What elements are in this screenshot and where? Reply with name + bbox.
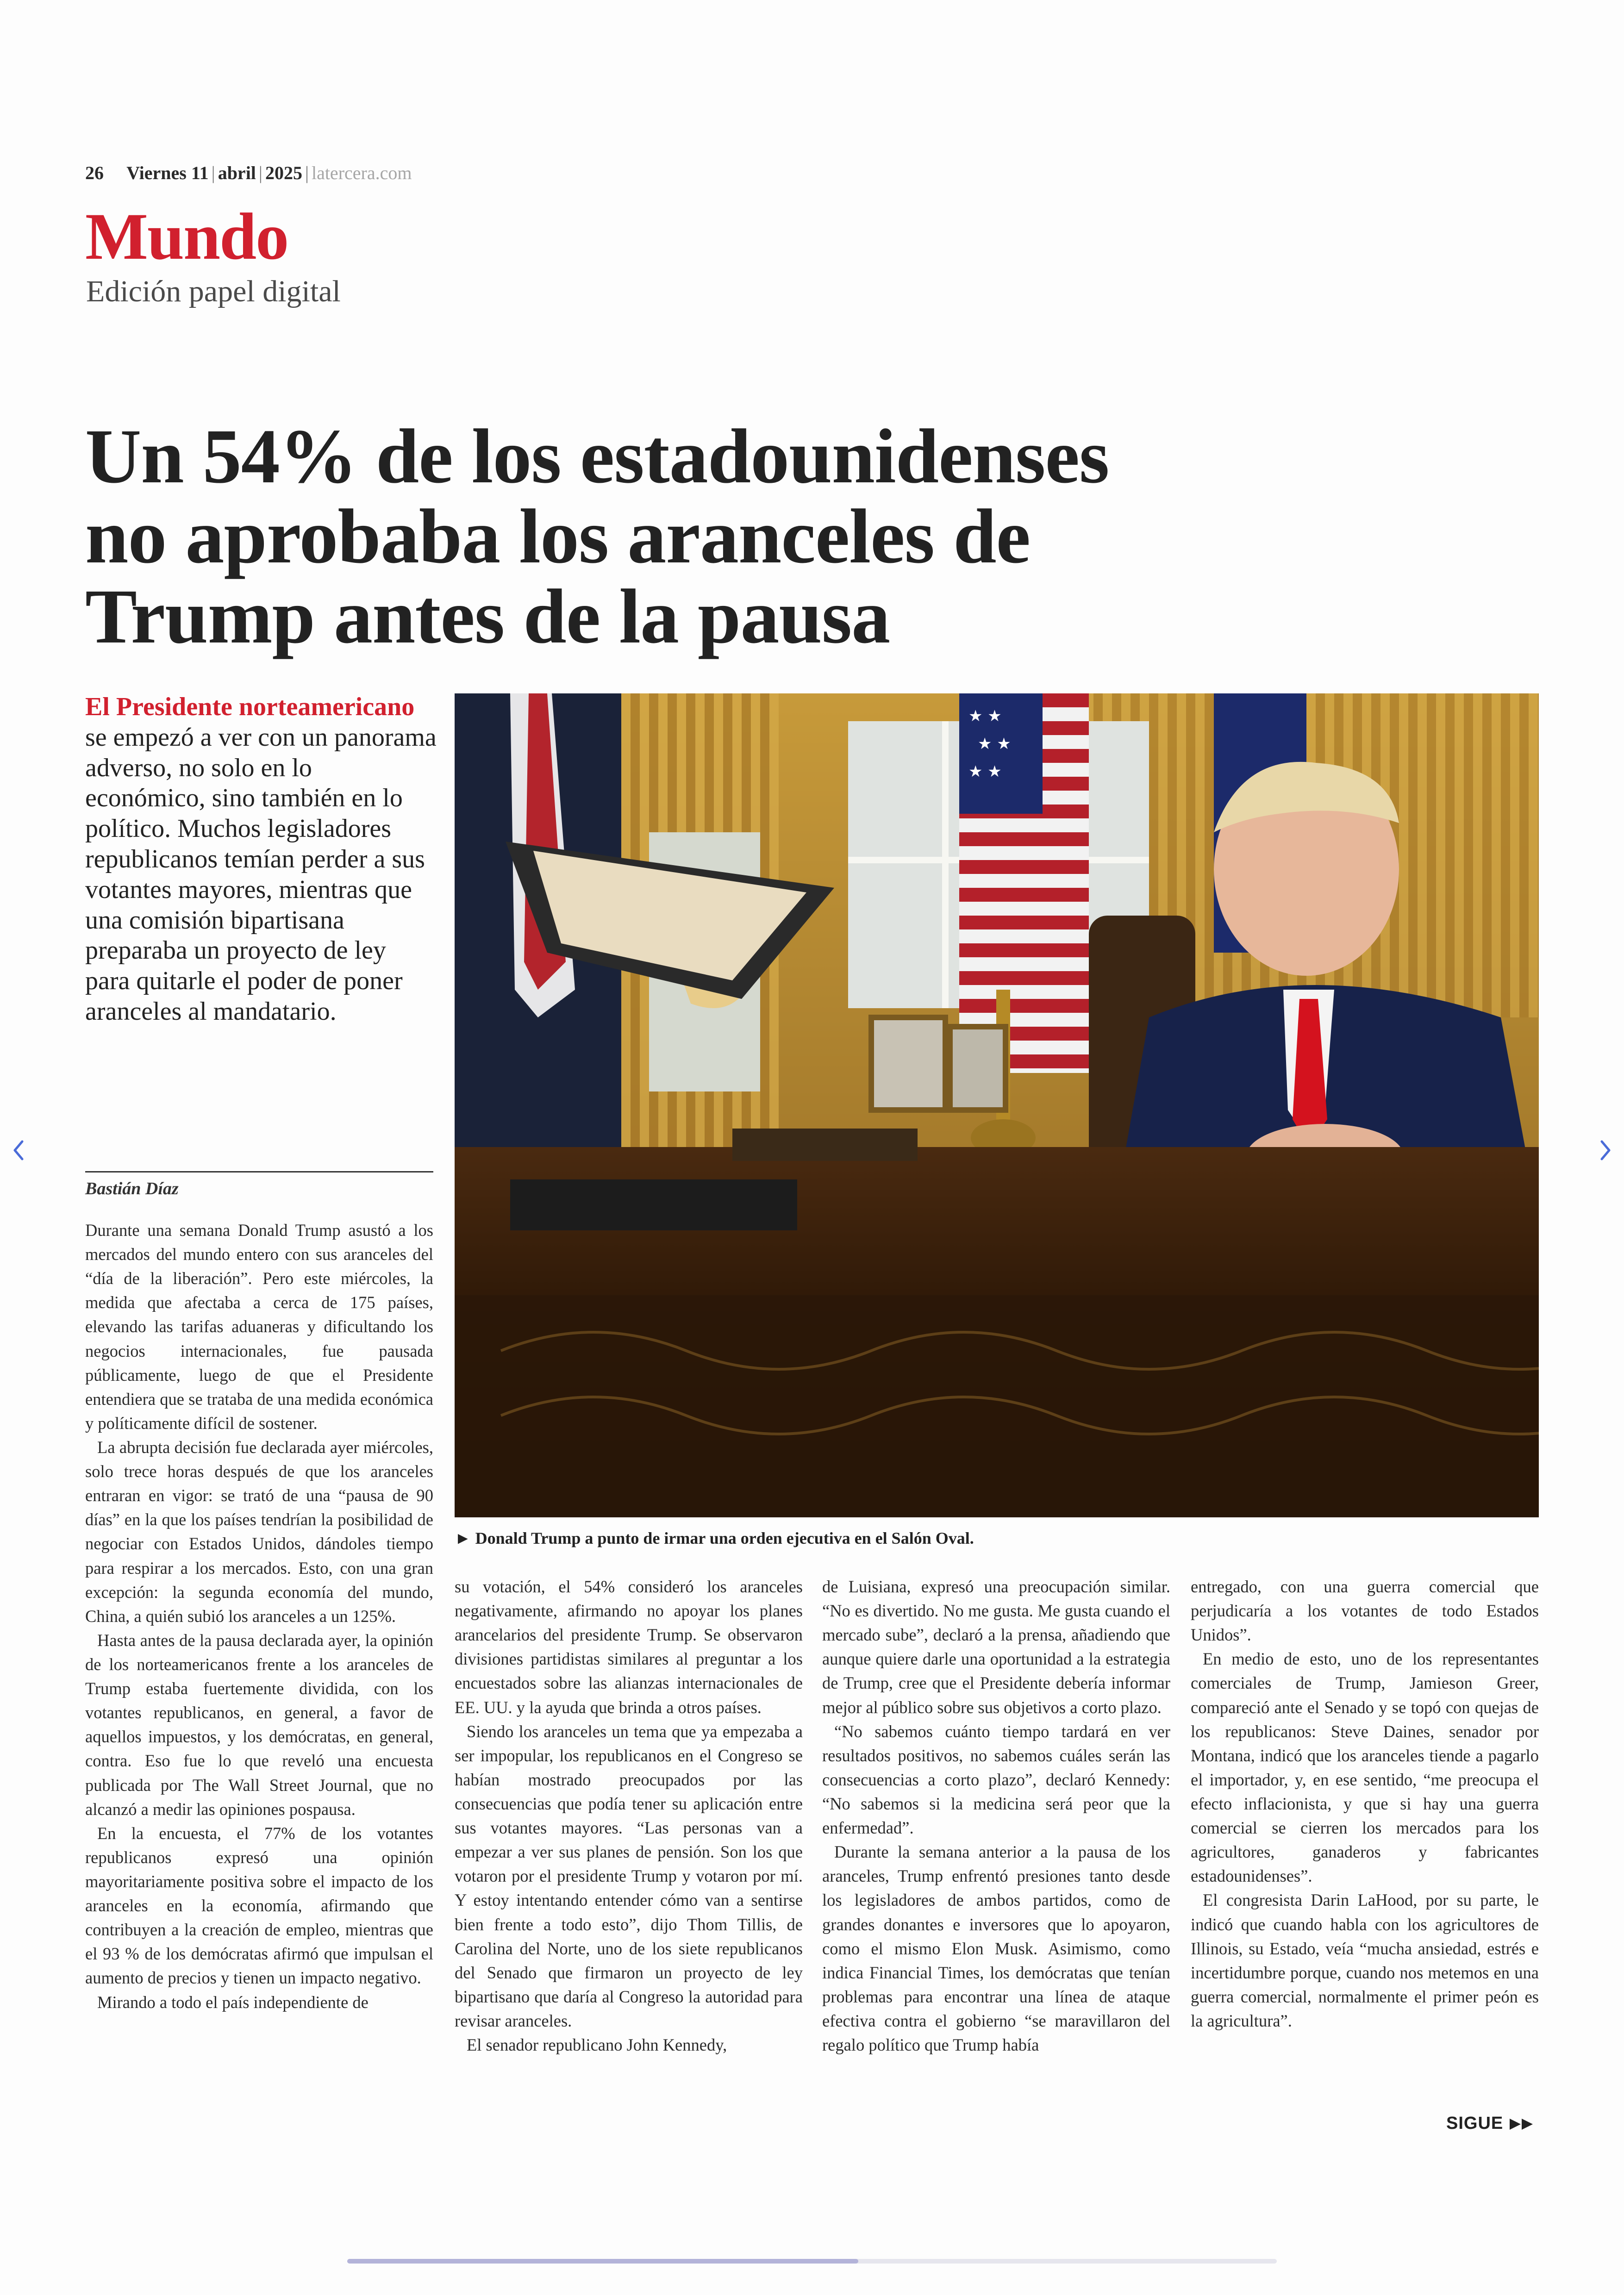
prev-page-button[interactable] xyxy=(6,1134,30,1166)
continue-label: SIGUE xyxy=(1446,2114,1504,2133)
byline: Bastián Díaz xyxy=(85,1179,179,1198)
issue-meta: 26 Viernes 11 | abril | 2025 | latercera.com xyxy=(85,162,412,183)
body-column-2 xyxy=(455,1575,803,2057)
chevron-right-icon xyxy=(1599,1139,1613,1162)
paragraph: Durante una semana Donald Trump asustó a los mercados del mundo entero con sus aranceles del “día de la liberación”. Pero este miércoles, la medida que afectaba a cerca de 175 países, elevando las tarifas aduaneras y dificultando los negocios internacionales, fue pausada públicamente, luego de que el Presidente entendiera que se trataba de una medida económica y políticamente difícil de sostener. xyxy=(85,1221,433,1433)
site-name: latercera.com xyxy=(311,162,412,183)
paragraph: “No sabemos cuánto tiempo tardará en ver resultados positivos, no sabemos cuáles serán las consecuencias a corto plazo”, declaró Kennedy: “No sabemos si la medicina será peor que la enfermedad”. xyxy=(822,1721,1170,1838)
body-column-1 xyxy=(85,1218,433,2014)
paragraph: de Luisiana, expresó una preocupación similar. “No es divertido. No me gusta. Me gusta cuando el mercado sube”, declaró a la prensa, añadiendo que aunque quiere darle una oportunidad a la estrategia de Trump, cree que el Presidente debería informar mejor al público sobre sus objetivos a corto plazo. xyxy=(822,1577,1170,1717)
article-lead xyxy=(85,692,437,1027)
next-page-button[interactable] xyxy=(1594,1134,1618,1166)
paragraph: El congresista Darin LaHood, por su parte, le indicó que cuando habla con los agricultores de Illinois, su Estado, veía “mucha ansiedad, estrés e incertidumbre porque, cuando nos metemos en una guerra comercial, normalmente el primer peón es la agricultura”. xyxy=(1191,1890,1539,2030)
body-column-3 xyxy=(822,1575,1170,2057)
svg-text:★ ★: ★ ★ xyxy=(968,707,1002,725)
edition-label: Edición papel digital xyxy=(86,274,341,308)
lead-text: se empezó a ver con un panorama adverso, no solo en lo económico, sino también en lo político. Muchos legisladores republicanos temían perder a sus votantes mayores, mientras que una comisión bipartisana preparaba un proyecto de ley para quitarle el poder de poner aranceles al mandatario. xyxy=(85,723,437,1026)
oval-office-photo xyxy=(455,693,1539,1517)
issue-month: abril xyxy=(218,162,256,183)
continue-link[interactable] xyxy=(1446,2114,1535,2133)
section-title: Mundo xyxy=(85,200,288,274)
article-photo xyxy=(455,693,1539,1517)
paragraph: Mirando a todo el país independiente de xyxy=(97,1992,369,2012)
paragraph: Siendo los aranceles un tema que ya empezaba a ser impopular, los republicanos en el Congreso se habían mostrado preocupados por las consecuencias que podía tener su aplicación entre sus votantes mayores. “Las personas van a empezar a ver sus planes de pensión. Son los que votaron por el presidente Trump y votaron por mí. Y estoy intentando entender cómo van a sentirse bien frente a todo esto”, dijo Thom Tillis, de Carolina del Norte, uno de los siete republicanos del Senado que firmaron un proyecto de ley bipartisano que daría al Congreso la autoridad para revisar aranceles. xyxy=(455,1721,803,2030)
svg-text:★ ★: ★ ★ xyxy=(978,735,1011,753)
photo-caption: ► Donald Trump a punto de irmar una orden ejecutiva en el Salón Oval. xyxy=(455,1529,974,1547)
issue-weekday-day: Viernes 11 xyxy=(126,162,209,183)
body-column-4 xyxy=(1191,1575,1539,2033)
issue-year: 2025 xyxy=(265,162,302,183)
svg-text:★ ★: ★ ★ xyxy=(968,762,1002,781)
paragraph: su votación, el 54% consideró los aranceles negativamente, afirmando no apoyar los planes arancelarios del presidente Trump. Se observaron divisiones partidistas similares al preguntar a los encuestados sobre las alianzas internacionales de EE. UU. y la ayuda que brinda a otros países. xyxy=(455,1577,803,1717)
article-headline: Un 54% de los estadounidenses no aprobaba los aranceles de Trump antes de la pausa xyxy=(85,413,1109,660)
byline-divider xyxy=(85,1171,433,1172)
paragraph: En la encuesta, el 77% de los votantes republicanos expresó una opinión mayoritariamente positiva sobre el impacto de los aranceles en la economía, afirmando que contribuyen a la creación de empleo, mientras que el 93 % de los demócratas afirmó que impulsan el aumento de precios y tienen un impacto negativo. xyxy=(85,1823,433,1988)
chevron-left-icon xyxy=(11,1139,25,1162)
lead-highlight: El Presidente norteamericano xyxy=(85,692,415,721)
paragraph: En medio de esto, uno de los representantes comerciales de Trump, Jamieson Greer, compareció ante el Senado y se topó con quejas de los republicanos: Steve Daines, senador por Montana, indicó que los aranceles tiende a pagarlo el importador, y, en ese sentido, “me preocupa el efecto inflacionista, y que si hay una guerra comercial se cierren los mercados para los agricultores, ganaderos y fabricantes estadounidenses”. xyxy=(1191,1649,1539,1886)
paragraph: Hasta antes de la pausa declarada ayer, la opinión de los norteamericanos frente a los aranceles de Trump estaba fuertemente dividida, con los votantes republicanos, en general, a favor de aquellos impuestos, y los demócratas, en general, contra. Eso fue lo que reveló una encuesta publicada por The Wall Street Journal, que no alcanzó a medir las opiniones pospausa. xyxy=(85,1630,433,1819)
paragraph: El senador republicano John Kennedy, xyxy=(467,2035,727,2055)
paragraph: Durante la semana anterior a la pausa de los aranceles, Trump enfrentó presiones tanto desde los legisladores de ambos partidos, como de grandes donantes e inversores que lo apoyaron, como el mismo Elon Musk. Asimismo, como indica Financial Times, los demócratas que tenían problemas para encontrar una línea de ataque efectiva contra el gobierno “se maravillaron del regalo político que Trump había xyxy=(822,1842,1170,2055)
paragraph: La abrupta decisión fue declarada ayer miércoles, solo trece horas después de que los aranceles entraran en vigor: se trató de una “pausa de 90 días” en la que los países tendrían la posibilidad de negociar con Estados Unidos, dándoles tiempo para respirar a los mercados. Esto, con una gran excepción: la segunda economía del mundo, China, a quién subió los aranceles a un 125%. xyxy=(85,1437,433,1626)
page-progress-bar[interactable] xyxy=(347,2259,1277,2264)
paragraph: entregado, con una guerra comercial que perjudicaría a los votantes de todo Estados Unidos”. xyxy=(1191,1577,1539,1645)
page-number: 26 xyxy=(85,162,104,183)
page-progress-fill xyxy=(347,2259,858,2264)
double-arrow-right-icon xyxy=(1509,2118,1535,2130)
